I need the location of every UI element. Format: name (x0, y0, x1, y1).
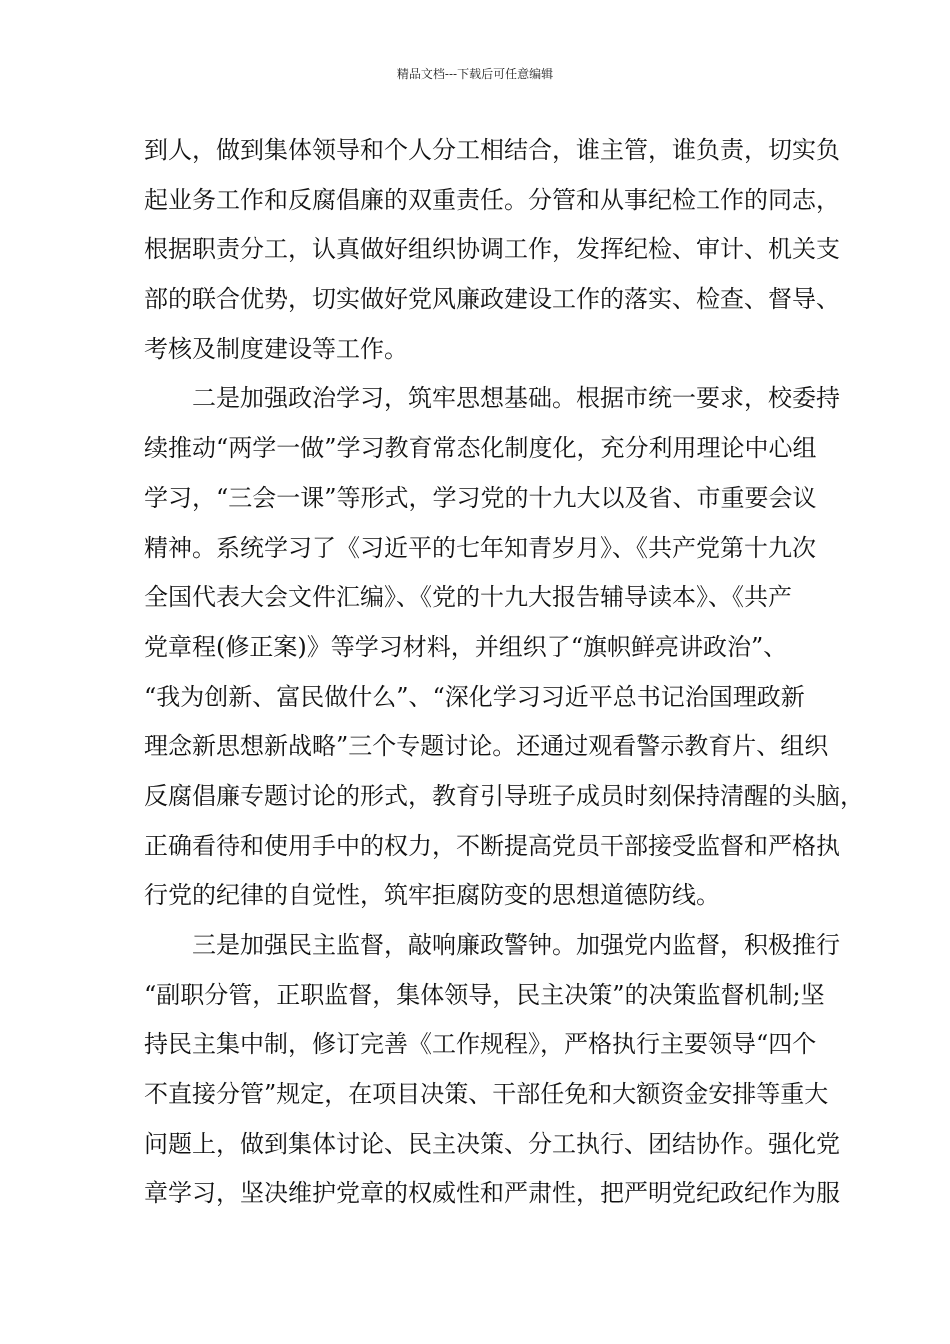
text-line: 问题上，做到集体讨论、民主决策、分工执行、团结协作。强化党 (144, 1129, 840, 1158)
text-line: 全国代表大会文件汇编》、《党的十九大报告辅导读本》、《共产 (144, 583, 792, 612)
page-header: 精品文档---下载后可任意编辑 (396, 67, 554, 81)
text-line: 不直接分管”规定，在项目决策、干部任免和大额资金安排等重大 (144, 1080, 829, 1109)
text-line: 到人，做到集体领导和个人分工相结合，谁主管，谁负责，切实负 (144, 136, 840, 164)
text-line: 正确看待和使用手中的权力，不断提高党员干部接受监督和严格执 (144, 831, 840, 860)
text-line: 部的联合优势，切实做好党风廉政建设工作的落实、检查、督导、 (144, 285, 840, 314)
text-line: 理念新思想新战略”三个专题讨论。还通过观看警示教育片、组织 (144, 732, 829, 761)
text-line: 行党的纪律的自觉性，筑牢拒腐防变的思想道德防线。 (144, 881, 720, 910)
paragraph-first-line: 二是加强政治学习，筑牢思想基础。根据市统一要求，校委持 (192, 384, 840, 413)
text-line: 章学习，坚决维护党章的权威性和严肃性，把严明党纪政纪作为服 (144, 1179, 840, 1208)
text-line: “副职分管，正职监督，集体领导，民主决策”的决策监督机制;坚 (144, 980, 825, 1009)
text-line: 反腐倡廉专题讨论的形式，教育引导班子成员时刻保持清醒的头脑， (144, 781, 864, 810)
text-line: 党章程(修正案)》等学习材料，并组织了“旗帜鲜亮讲政治”、 (144, 632, 788, 661)
text-line: 根据职责分工，认真做好组织协调工作，发挥纪检、审计、机关支 (144, 235, 840, 264)
paragraph-first-line: 三是加强民主监督，敲响廉政警钟。加强党内监督，积极推行 (192, 931, 840, 959)
text-line: 学习，“三会一课”等形式，学习党的十九大以及省、市重要会议 (144, 483, 817, 512)
document-body (144, 126, 864, 1219)
text-line: 起业务工作和反腐倡廉的双重责任。分管和从事纪检工作的同志， (144, 185, 840, 214)
text-line: 续推动“两学一做”学习教育常态化制度化，充分利用理论中心组 (144, 434, 817, 463)
text-line: “我为创新、富民做什么”、“深化学习习近平总书记治国理政新 (144, 682, 805, 711)
text-line: 持民主集中制，修订完善《工作规程》，严格执行主要领导“四个 (144, 1030, 817, 1059)
text-line: 考核及制度建设等工作。 (144, 334, 408, 363)
text-line: 精神。系统学习了《习近平的七年知青岁月》、《共产党第十九次 (144, 533, 816, 562)
